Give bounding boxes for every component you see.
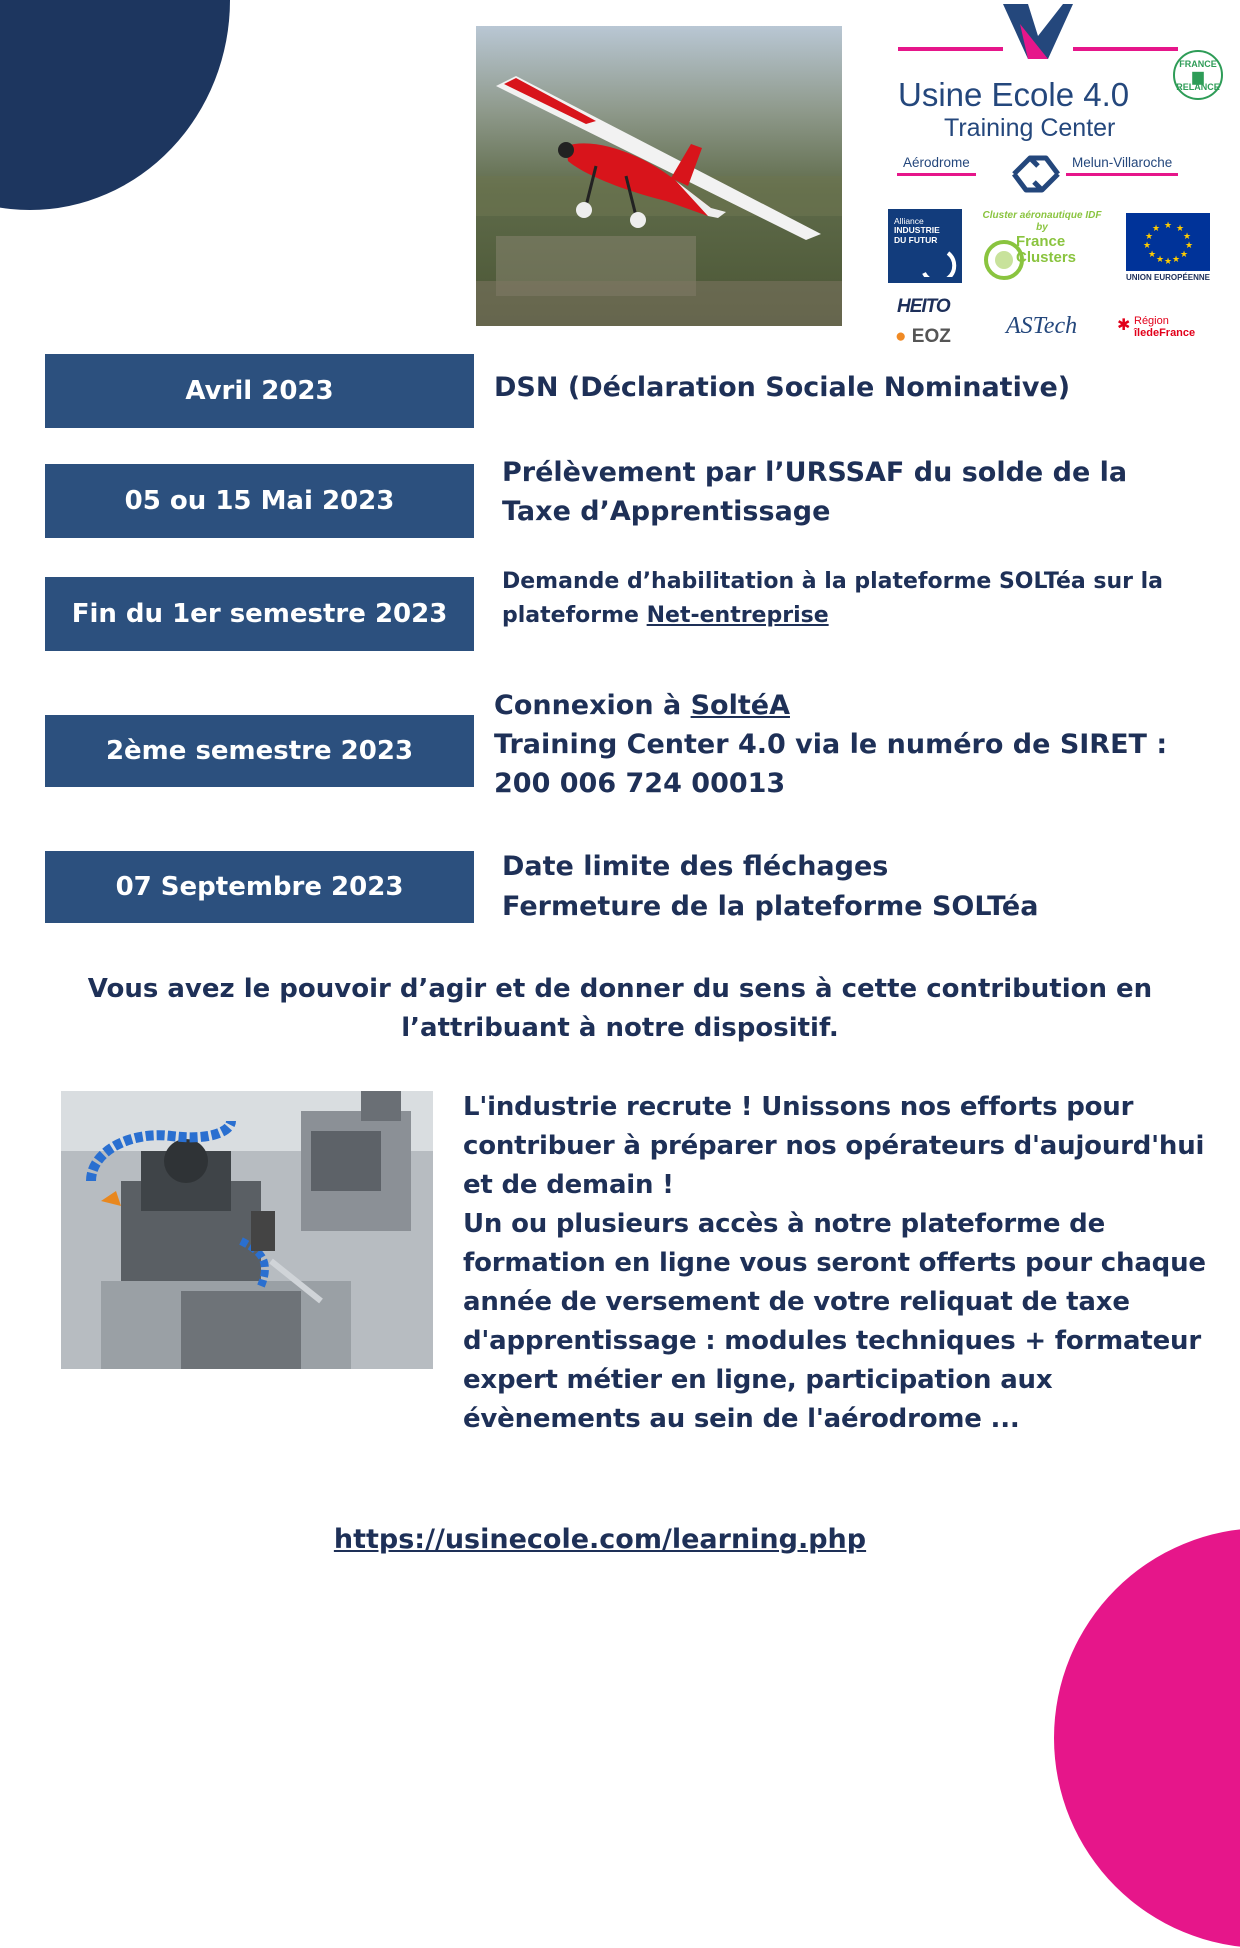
svg-text:★: ★: [1163, 221, 1173, 231]
svg-text:★: ★: [1175, 224, 1185, 234]
svg-text:★: ★: [1155, 255, 1165, 265]
region-idf-logo: ✱ Région îledeFrance: [1117, 315, 1196, 339]
decorative-circle-pink: [1054, 1528, 1240, 1948]
timeline-date: 07 Septembre 2023: [45, 851, 474, 923]
learning-url-link[interactable]: https://usinecole.com/learning.php: [333, 1524, 867, 1555]
timeline-date: Fin du 1er semestre 2023: [45, 577, 474, 651]
heito-logo: HEITO: [897, 296, 950, 317]
svg-text:★: ★: [1184, 241, 1194, 251]
brand-tagline: Training Center: [944, 114, 1116, 142]
astech-logo: ASTech: [1006, 313, 1078, 339]
brand-link-icon: [1008, 154, 1064, 198]
brand-place-right: Melun-Villaroche: [1066, 155, 1178, 176]
france-clusters-logo: Cluster aéronautique IDF by France Clusters: [972, 210, 1112, 286]
timeline-description: Date limite des fléchages Fermeture de la plateforme SOLTéa: [502, 851, 1039, 922]
svg-text:★: ★: [1147, 250, 1157, 260]
lathe-machine-photo: [61, 1091, 433, 1369]
svg-text:★: ★: [1144, 232, 1154, 242]
svg-text:★: ★: [1151, 224, 1161, 234]
svg-text:★: ★: [1171, 255, 1181, 265]
france-relance-seal: FRANCE ▆ RELANCE: [1173, 50, 1223, 100]
timeline-description: Connexion à SoltéA Training Center 4.0 via le numéro de SIRET : 200 006 724 00013: [494, 690, 1168, 799]
timeline-description: DSN (Déclaration Sociale Nominative): [494, 372, 1071, 403]
timeline-date: Avril 2023: [45, 354, 474, 428]
timeline-description: Prélèvement par l’URSSAF du solde de la Taxe d’Apprentissage: [502, 457, 1128, 527]
decorative-circle-navy: [0, 0, 230, 210]
svg-text:★: ★: [1179, 250, 1189, 260]
pitch-paragraph: L'industrie recrute ! Unissons nos efforts pour contribuer à préparer nos opérateurs d'aujourd'hui et de demain ! Un ou plusieurs accès à notre plateforme de formation en ligne vous seront offerts pour chaque année de versement de votre reliquat de taxe d'apprentissage : modules techniques + formateur expert métier en ligne, participation aux évènements au sein de l'aérodrome ...: [463, 1092, 1206, 1434]
svg-text:★: ★: [1142, 241, 1152, 251]
timeline-date: 05 ou 15 Mai 2023: [45, 464, 474, 538]
svg-text:★: ★: [1182, 232, 1192, 242]
alliance-industrie-logo: Alliance INDUSTRIE DU FUTUR: [888, 209, 962, 283]
brand-place-left: Aérodrome: [897, 155, 976, 176]
soltea-link[interactable]: SoltéA: [690, 690, 790, 721]
callout-text: Vous avez le pouvoir d’agir et de donner du sens à cette contribution en l’attribuant à notre dispositif.: [87, 974, 1153, 1043]
airplane-photo: [476, 26, 842, 326]
net-entreprise-link[interactable]: Net-entreprise: [646, 603, 829, 628]
timeline-date: 2ème semestre 2023: [45, 715, 474, 787]
timeline-description: Demande d’habilitation à la plateforme SOLTéa sur la plateforme Net-entreprise: [502, 569, 1164, 628]
brand-name: Usine Ecole 4.0: [898, 76, 1130, 113]
svg-text:★: ★: [1163, 257, 1173, 267]
european-union-logo: ★ ★ ★ ★ ★ ★ ★ ★ ★ ★ ★ ★ UNION EUROPÉENNE: [1126, 213, 1210, 288]
eoz-logo: ● EOZ: [895, 326, 951, 347]
